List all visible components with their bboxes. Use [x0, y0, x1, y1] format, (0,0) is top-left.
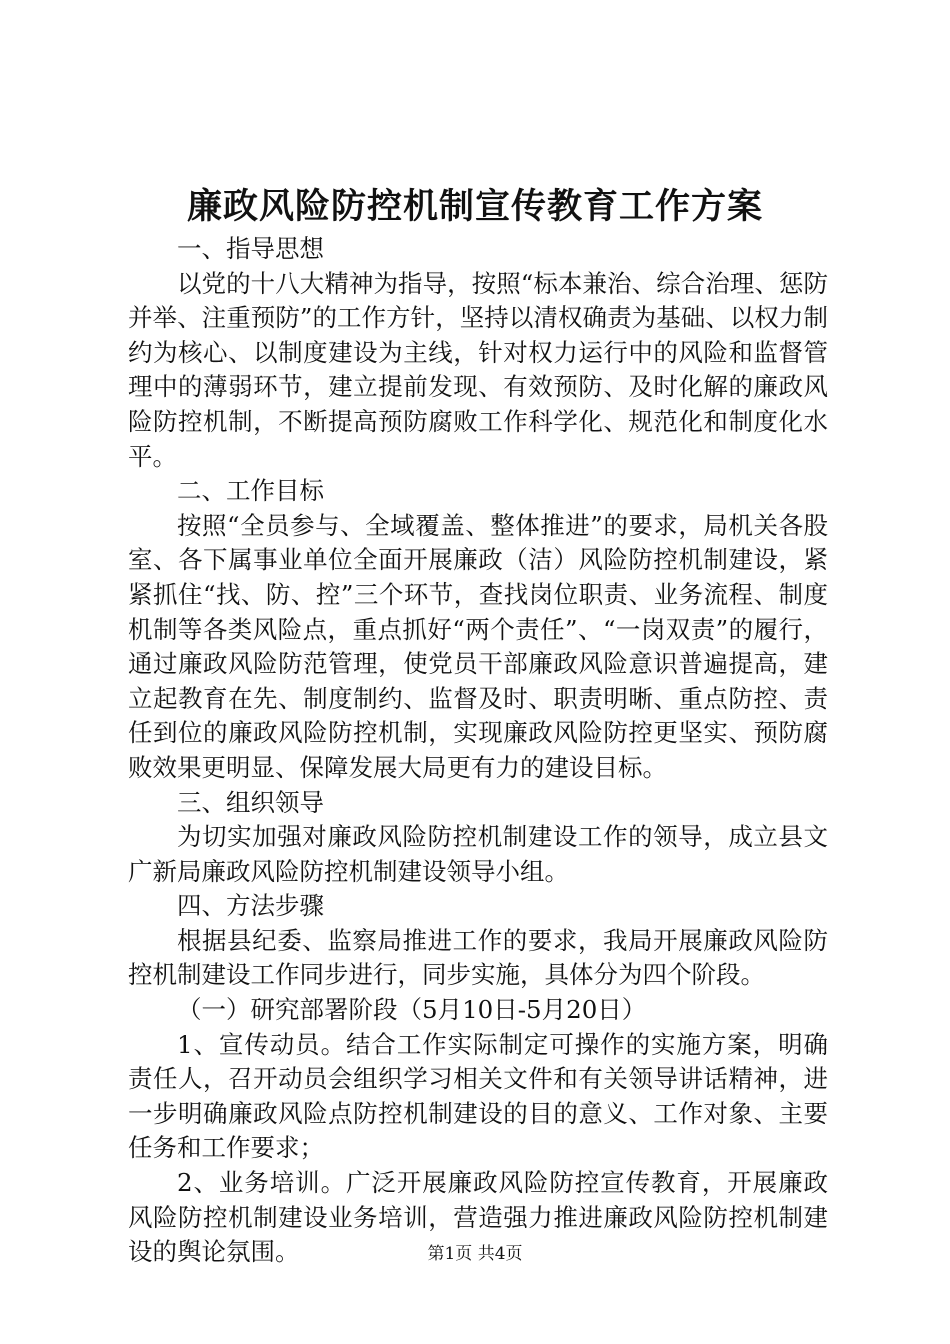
section-heading-guiding-ideology: 一、指导思想: [177, 234, 324, 263]
paragraph-organization: 为切实加强对廉政风险防控机制建设工作的领导，成立县文广新局廉政风险防控机制建设领导小组。: [128, 822, 828, 886]
section-heading-work-goals: 二、工作目标: [177, 476, 324, 506]
document-body: [128, 232, 828, 1270]
paragraph-guiding-ideology: 以党的十八大精神为指导，按照“标本兼治、综合治理、惩防并举、注重预防”的工作方针，坚持以清权确责为基础、以权力制约为核心、以制度建设为主线，针对权力运行中的风险和监督管理中的薄弱环节，建立提前发现、有效预防、及时化解的廉政风险防控机制，不断提高预防腐败工作科学化、规范化和制度化水平。: [128, 268, 828, 471]
subheading-research-phase: （一）研究部署阶段（5月10日-5月20日）: [177, 995, 647, 1025]
document-title: 廉政风险防控机制宣传教育工作方案: [186, 186, 763, 227]
paragraph-method-steps: 根据县纪委、监察局推进工作的要求，我局开展廉政风险防控机制建设工作同步进行，同步实施，具体分为四个阶段。: [128, 925, 828, 990]
paragraph-business-training: 2、业务培训。广泛开展廉政风险防控宣传教育，开展廉政风险防控机制建设业务培训，营造强力推进廉政风险防控机制建设的舆论氛围。: [128, 1168, 828, 1267]
paragraph-publicity-mobilization: 1、宣传动员。结合工作实际制定可操作的实施方案，明确责任人，召开动员会组织学习相关文件和有关领导讲话精神，进一步明确廉政风险点防控机制建设的目的意义、工作对象、主要任务和工作要求；: [128, 1029, 828, 1163]
section-heading-organization: 三、组织领导: [177, 787, 324, 817]
paragraph-work-goals: 按照“全员参与、全域覆盖、整体推进”的要求，局机关各股室、各下属事业单位全面开展廉政（洁）风险防控机制建设，紧紧抓住“找、防、控”三个环节，查找岗位职责、业务流程、制度机制等各类风险点，重点抓好“两个责任”、“一岗双责”的履行，通过廉政风险防范管理，使党员干部廉政风险意识普遍提高，建立起教育在先、制度制约、监督及时、职责明晰、重点防控、责任到位的廉政风险防控机制，实现廉政风险防控更坚实、预防腐败效果更明显、保障发展大局更有力的建设目标。: [128, 510, 828, 782]
page-number-footer: 第1页 共4页: [427, 1244, 523, 1264]
section-heading-method-steps: 四、方法步骤: [177, 891, 324, 921]
